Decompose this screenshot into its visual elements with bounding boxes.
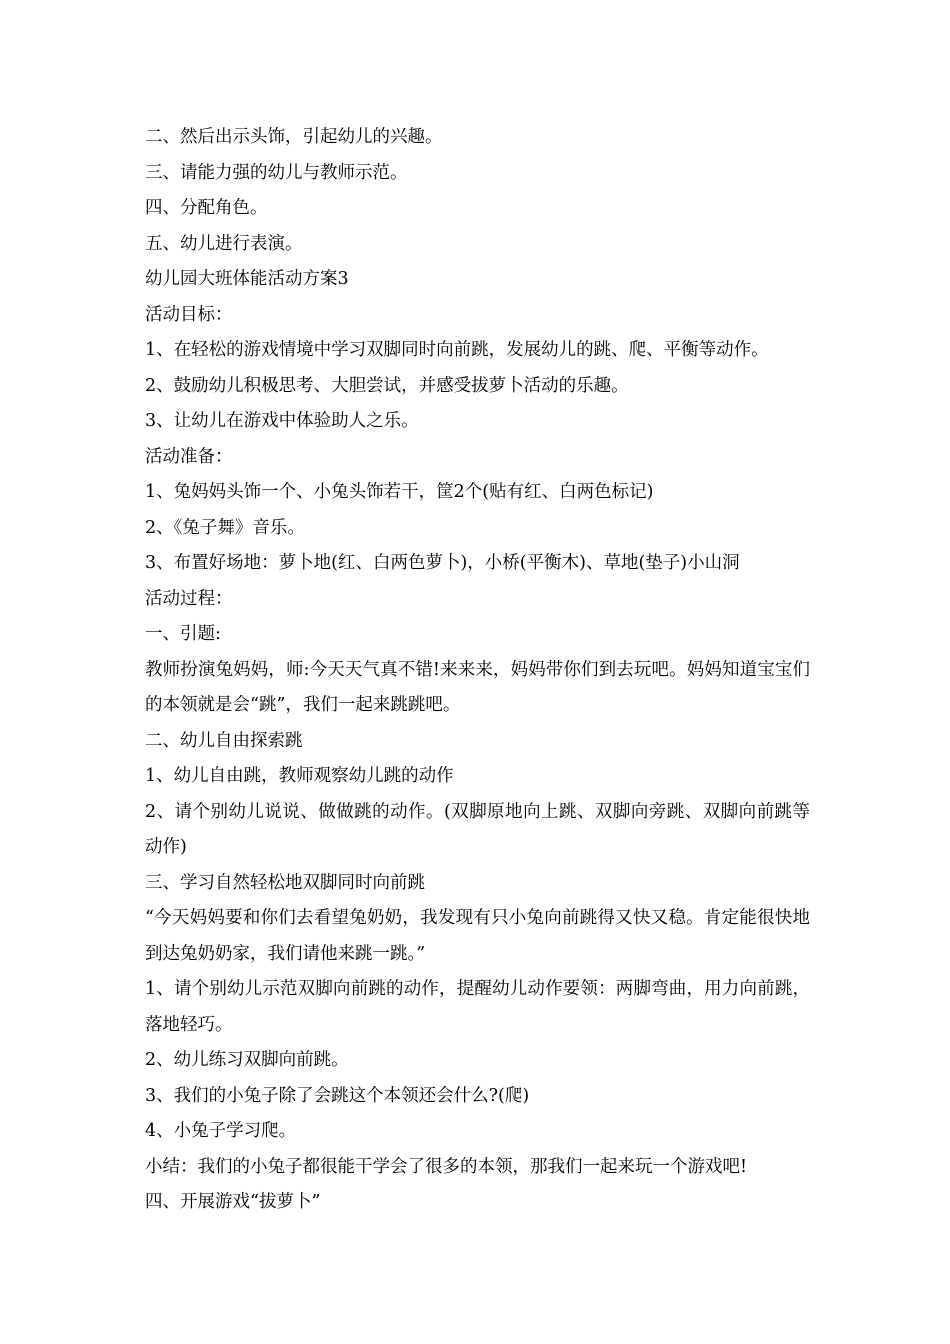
text-line: 四、开展游戏“拔萝卜” — [145, 1192, 321, 1212]
text-paragraph: 2、请个别幼儿说说、做做跳的动作。(双脚原地向上跳、双脚向旁跳、双脚向前跳等动作) — [145, 801, 810, 857]
text-line: 1、幼儿自由跳，教师观察幼儿跳的动作 — [145, 766, 454, 786]
text-line: 活动过程： — [145, 588, 233, 609]
text-line: 2、《兔子舞》音乐。 — [145, 517, 305, 538]
text-paragraph: “今天妈妈要和你们去看望兔奶奶，我发现有只小兔向前跳得又快又稳。肯定能很快地到达兔奶奶家，我们请他来跳一跳。” — [145, 908, 810, 964]
text-line: 一、引题: — [145, 624, 221, 644]
text-line: 2、鼓励幼儿积极思考、大胆尝试，并感受拔萝卜活动的乐趣。 — [145, 375, 629, 396]
text-line: 五、幼儿进行表演。 — [145, 233, 303, 254]
text-line: 三、请能力强的幼儿与教师示范。 — [145, 162, 408, 183]
text-line: 3、布置好场地：萝卜地(红、白两色萝卜)，小桥(平衡木)、草地(垫子)小山洞 — [145, 553, 740, 573]
document-body — [145, 120, 810, 1221]
text-line: 四、分配角色。 — [145, 198, 268, 218]
text-line: 1、兔妈妈头饰一个、小兔头饰若干，筐2个(贴有红、白两色标记) — [145, 482, 654, 502]
text-line: 3、我们的小兔子除了会跳这个本领还会什么?(爬) — [145, 1085, 530, 1106]
text-line: 活动目标： — [145, 304, 233, 325]
text-line: 三、学习自然轻松地双脚同时向前跳 — [145, 872, 425, 893]
text-line: 1、在轻松的游戏情境中学习双脚同时向前跳，发展幼儿的跳、爬、平衡等动作。 — [145, 340, 769, 360]
text-line: 2、幼儿练习双脚向前跳。 — [145, 1050, 349, 1070]
text-line: 小结：我们的小兔子都很能干学会了很多的本领，那我们一起来玩一个游戏吧! — [145, 1156, 748, 1177]
section-title: 幼儿园大班体能活动方案3 — [145, 269, 349, 289]
text-line: 二、幼儿自由探索跳 — [145, 730, 303, 751]
text-line: 二、然后出示头饰，引起幼儿的兴趣。 — [145, 127, 443, 147]
text-line: 4、小兔子学习爬。 — [145, 1121, 297, 1141]
text-paragraph: 教师扮演兔妈妈，师:今天天气真不错!来来来，妈妈带你们到去玩吧。妈妈知道宝宝们的本领就是会“跳”，我们一起来跳跳吧。 — [145, 659, 810, 715]
text-paragraph: 1、请个别幼儿示范双脚向前跳的动作，提醒幼儿动作要领：两脚弯曲，用力向前跳，落地轻巧。 — [145, 979, 810, 1035]
text-line: 活动准备： — [145, 446, 233, 467]
text-line: 3、让幼儿在游戏中体验助人之乐。 — [145, 411, 419, 431]
